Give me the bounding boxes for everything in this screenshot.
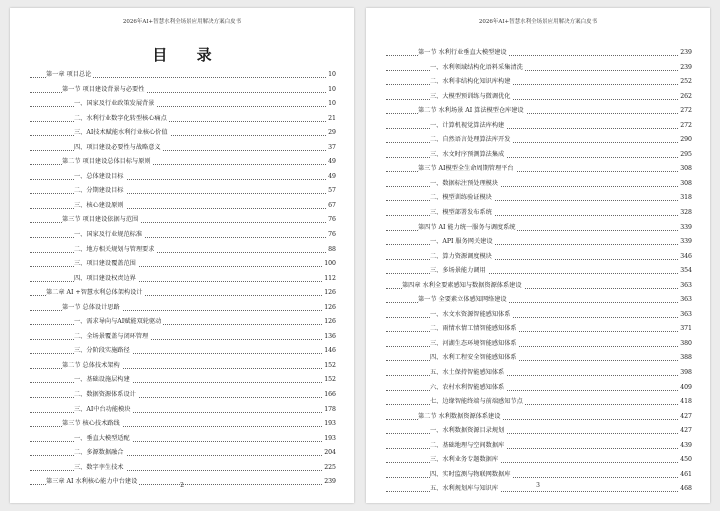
- toc-entry-page: 49: [326, 155, 336, 170]
- toc-entry: [10, 184, 354, 199]
- toc-entry: [10, 432, 354, 447]
- toc-entry: [10, 272, 354, 287]
- toc-entry: [366, 75, 710, 90]
- toc-entry-page: 354: [678, 264, 692, 279]
- toc-entry-label: 四、水利工程安全智能感知体系: [430, 351, 519, 366]
- toc-entry: [366, 250, 710, 265]
- toc-entry-label: 第一章 项目总论: [46, 68, 93, 83]
- toc-entry-page: 380: [678, 337, 692, 352]
- toc-entry: [10, 155, 354, 170]
- toc-entry-label: 第一节 全要素立体感知网络建设: [418, 293, 509, 308]
- toc-entry-page: 239: [678, 46, 692, 61]
- toc-entry-page: 225: [322, 461, 336, 476]
- toc-entry-label: 第二节 水利场景 AI 算法模型仓库建设: [418, 104, 526, 119]
- toc-entry-label: 三、AI中台功能模块: [74, 403, 132, 418]
- toc-entry-page: 193: [322, 432, 336, 447]
- toc-entry-page: 461: [678, 468, 692, 483]
- toc-entry-label: 三、AI技术赋能水利行业核心价值: [74, 126, 170, 141]
- toc-entry: [10, 373, 354, 388]
- toc-entry: [10, 286, 354, 301]
- toc-entry-page: 136: [322, 330, 336, 345]
- toc-entry: [366, 46, 710, 61]
- toc-entry: [366, 104, 710, 119]
- page-header: 2026年AI+智慧水利全场景应用解决方案白皮书: [122, 19, 242, 25]
- toc-entry-label: 第三章 AI 水利核心能力中台建设: [46, 475, 139, 490]
- toc-entry: [10, 461, 354, 476]
- toc-entry-page: 10: [326, 68, 336, 83]
- toc-entry-page: 126: [322, 286, 336, 301]
- toc-entry-label: 三、水利业务专题数据库: [430, 453, 500, 468]
- toc-entry: [10, 199, 354, 214]
- toc-entry-label: 一、数据标注预处理模块: [430, 177, 500, 192]
- toc-entry-label: 第四章 水利全要素感知与数据资源体系建设: [402, 279, 524, 294]
- toc-entry: [366, 410, 710, 425]
- toc-entry-page: 76: [326, 213, 336, 228]
- toc-title: 目 录: [152, 46, 224, 64]
- toc-entry-page: 146: [322, 344, 336, 359]
- toc-entry-label: 四、项目建设必要性与战略意义: [74, 141, 163, 156]
- toc-entry-label: 四、项目建设权责边界: [74, 272, 138, 287]
- toc-entry-page: 178: [322, 403, 336, 418]
- toc-entry: [10, 112, 354, 127]
- toc-entry-label: 二、雨情水情工情智能感知体系: [430, 322, 519, 337]
- toc-entry-page: 450: [678, 453, 692, 468]
- toc-entry-label: 三、水文时序预测算法集成: [430, 148, 506, 163]
- toc-entry-page: 290: [678, 133, 692, 148]
- toc-entry: [10, 97, 354, 112]
- toc-entry: [10, 213, 354, 228]
- toc-entry-label: 二、自然语言处理算法库开发: [430, 133, 512, 148]
- toc-entry: [366, 293, 710, 308]
- toc-entry-label: 第二节 总体技术架构: [62, 359, 122, 374]
- toc-entry-label: 三、大模型预训练与微调优化: [430, 90, 512, 105]
- page-header: 2026年AI+智慧水利全场景应用解决方案白皮书: [478, 19, 598, 25]
- toc-entry: [10, 83, 354, 98]
- toc-entry: [366, 468, 710, 483]
- toc-entry-page: 328: [678, 206, 692, 221]
- toc-entry: [10, 446, 354, 461]
- toc-entry-page: 308: [678, 162, 692, 177]
- toc-entry-page: 152: [322, 359, 336, 374]
- toc-entry: [366, 395, 710, 410]
- toc-entry-page: 112: [322, 272, 336, 287]
- toc-entry-page: 262: [678, 90, 692, 105]
- toc-entry-page: 100: [322, 257, 336, 272]
- toc-entry-page: 166: [322, 388, 336, 403]
- toc-entry-label: 三、数字孪生技术: [74, 461, 126, 476]
- toc-entry-page: 252: [678, 75, 692, 90]
- toc-entry-label: 二、水利非结构化知识库构建: [430, 75, 512, 90]
- toc-entry-label: 二、基础地理与空间数据库: [430, 439, 506, 454]
- toc-entry: [10, 417, 354, 432]
- toc-entry: [366, 381, 710, 396]
- toc-entry-label: 一、API 服务网关建设: [430, 235, 495, 250]
- toc-entry-label: 第一节 项目建设背景与必要性: [62, 83, 146, 98]
- toc-entry-label: 二、地方相关规划与管理要求: [74, 243, 156, 258]
- toc-entry-label: 三、模型部署发布系统: [430, 206, 494, 221]
- toc-page-right: [366, 8, 710, 503]
- toc-entry: [366, 148, 710, 163]
- toc-entry-page: 409: [678, 381, 692, 396]
- toc-entry-page: 363: [678, 279, 692, 294]
- toc-entry-label: 五、水利规划库与知识库: [430, 482, 500, 497]
- toc-entry-label: 二、分期建设目标: [74, 184, 126, 199]
- toc-entry-page: 427: [678, 424, 692, 439]
- toc-entry-page: 126: [322, 315, 336, 330]
- toc-entry-label: 六、农村水利智能感知体系: [430, 381, 506, 396]
- toc-entry: [366, 191, 710, 206]
- toc-entry-page: 318: [678, 191, 692, 206]
- toc-entry-page: 339: [678, 235, 692, 250]
- toc-entry: [10, 243, 354, 258]
- toc-entry-page: 193: [322, 417, 336, 432]
- page-number: 2: [180, 482, 184, 489]
- toc-entry-label: 一、基础设施层构建: [74, 373, 132, 388]
- toc-entry: [366, 279, 710, 294]
- toc-entry-label: 第四节 AI 能力统一服务与调度系统: [418, 221, 517, 236]
- toc-entry: [366, 206, 710, 221]
- toc-entry: [366, 162, 710, 177]
- toc-entry: [366, 453, 710, 468]
- toc-entry-label: 二、模型训练验证模块: [430, 191, 494, 206]
- toc-entry-page: 49: [326, 170, 336, 185]
- toc-entry: [10, 257, 354, 272]
- toc-entry-label: 二、算力资源调度模块: [430, 250, 494, 265]
- toc-entry-page: 10: [326, 97, 336, 112]
- toc-entry: [366, 177, 710, 192]
- toc-entry-page: 67: [326, 199, 336, 214]
- toc-entry-page: 126: [322, 301, 336, 316]
- toc-entry: [10, 126, 354, 141]
- toc-entry: [366, 119, 710, 134]
- toc-entry-label: 一、国家及行业规范标准: [74, 228, 144, 243]
- toc-entry: [366, 308, 710, 323]
- toc-entry-label: 一、计算机视觉算法库构建: [430, 119, 506, 134]
- toc-entry: [366, 424, 710, 439]
- toc-list: [366, 46, 710, 497]
- toc-entry-page: 239: [322, 475, 336, 490]
- toc-entry: [366, 235, 710, 250]
- toc-entry-label: 第一节 总体设计思路: [62, 301, 122, 316]
- toc-entry: [10, 330, 354, 345]
- page-number: 3: [536, 482, 540, 489]
- toc-entry: [366, 337, 710, 352]
- toc-entry-page: 29: [326, 126, 336, 141]
- toc-list: [10, 68, 354, 490]
- toc-entry-label: 第三节 AI模型全生命周期管理平台: [418, 162, 516, 177]
- toc-entry-page: 10: [326, 83, 336, 98]
- toc-entry-label: 三、项目建设覆盖范围: [74, 257, 138, 272]
- toc-entry-label: 四、实时监测与物联网数据库: [430, 468, 512, 483]
- toc-entry-page: 57: [326, 184, 336, 199]
- toc-entry-label: 二、水利行业数字化转型核心痛点: [74, 112, 169, 127]
- toc-entry-label: 一、总体建设目标: [74, 170, 126, 185]
- toc-entry: [366, 322, 710, 337]
- toc-entry-page: 363: [678, 308, 692, 323]
- toc-entry-label: 七、边缘智能终端与前端感知节点: [430, 395, 525, 410]
- toc-entry: [10, 170, 354, 185]
- toc-entry-label: 二、全场景覆盖与闭环管理: [74, 330, 150, 345]
- toc-entry-page: 308: [678, 177, 692, 192]
- toc-entry-label: 一、垂直大模型适配: [74, 432, 132, 447]
- toc-entry-label: 三、分阶段实施路径: [74, 344, 132, 359]
- toc-entry-label: 一、需求导向与AI赋能双轮驱动: [74, 315, 163, 330]
- toc-entry: [366, 366, 710, 381]
- toc-entry-page: 363: [678, 293, 692, 308]
- toc-entry-page: 371: [678, 322, 692, 337]
- toc-entry-page: 21: [326, 112, 336, 127]
- toc-entry-label: 二、数据资源体系设计: [74, 388, 138, 403]
- toc-entry-label: 一、水利领域结构化语料采集清洗: [430, 61, 525, 76]
- toc-entry-label: 第三节 项目建设依据与范围: [62, 213, 140, 228]
- toc-page-left: [10, 8, 354, 503]
- toc-entry: [10, 388, 354, 403]
- toc-entry: [10, 359, 354, 374]
- toc-entry-page: 427: [678, 410, 692, 425]
- toc-entry: [366, 221, 710, 236]
- toc-entry-page: 76: [326, 228, 336, 243]
- toc-entry-label: 第一节 水利行业垂直大模型建设: [418, 46, 509, 61]
- toc-entry-page: 418: [678, 395, 692, 410]
- toc-entry-page: 239: [678, 61, 692, 76]
- toc-entry-page: 439: [678, 439, 692, 454]
- toc-entry: [10, 315, 354, 330]
- toc-entry: [10, 403, 354, 418]
- toc-entry-label: 三、核心建设原则: [74, 199, 126, 214]
- toc-entry-label: 一、水利数据资源目录规划: [430, 424, 506, 439]
- toc-entry-label: 第二章 AI +智慧水利总体架构设计: [46, 286, 144, 301]
- toc-entry-page: 272: [678, 104, 692, 119]
- toc-entry-page: 295: [678, 148, 692, 163]
- toc-entry-page: 346: [678, 250, 692, 265]
- toc-entry-label: 第二节 项目建设总体目标与原则: [62, 155, 153, 170]
- toc-entry-label: 一、国家及行业政策发展背景: [74, 97, 156, 112]
- toc-entry-label: 三、多场景能力调用: [430, 264, 488, 279]
- toc-entry-label: 第三节 核心技术路线: [62, 417, 122, 432]
- toc-entry: [366, 133, 710, 148]
- toc-entry: [366, 439, 710, 454]
- toc-entry: [10, 301, 354, 316]
- toc-entry: [366, 264, 710, 279]
- toc-entry-page: 339: [678, 221, 692, 236]
- toc-entry-page: 37: [326, 141, 336, 156]
- toc-entry-label: 一、水文水资源智能感知体系: [430, 308, 512, 323]
- toc-entry: [10, 228, 354, 243]
- toc-entry-page: 272: [678, 119, 692, 134]
- toc-entry-label: 二、多源数据融合: [74, 446, 126, 461]
- toc-entry-page: 88: [326, 243, 336, 258]
- toc-entry: [366, 351, 710, 366]
- toc-entry-page: 398: [678, 366, 692, 381]
- toc-entry: [366, 61, 710, 76]
- toc-entry-page: 468: [678, 482, 692, 497]
- toc-entry-label: 三、河湖生态环境智能感知体系: [430, 337, 519, 352]
- toc-entry-label: 第二节 水利数据资源体系建设: [418, 410, 502, 425]
- toc-entry: [10, 344, 354, 359]
- toc-entry: [366, 90, 710, 105]
- toc-entry-page: 388: [678, 351, 692, 366]
- toc-entry-page: 152: [322, 373, 336, 388]
- toc-entry: [10, 141, 354, 156]
- toc-entry-label: 五、水土保持智能感知体系: [430, 366, 506, 381]
- toc-entry: [10, 68, 354, 83]
- toc-entry-page: 204: [322, 446, 336, 461]
